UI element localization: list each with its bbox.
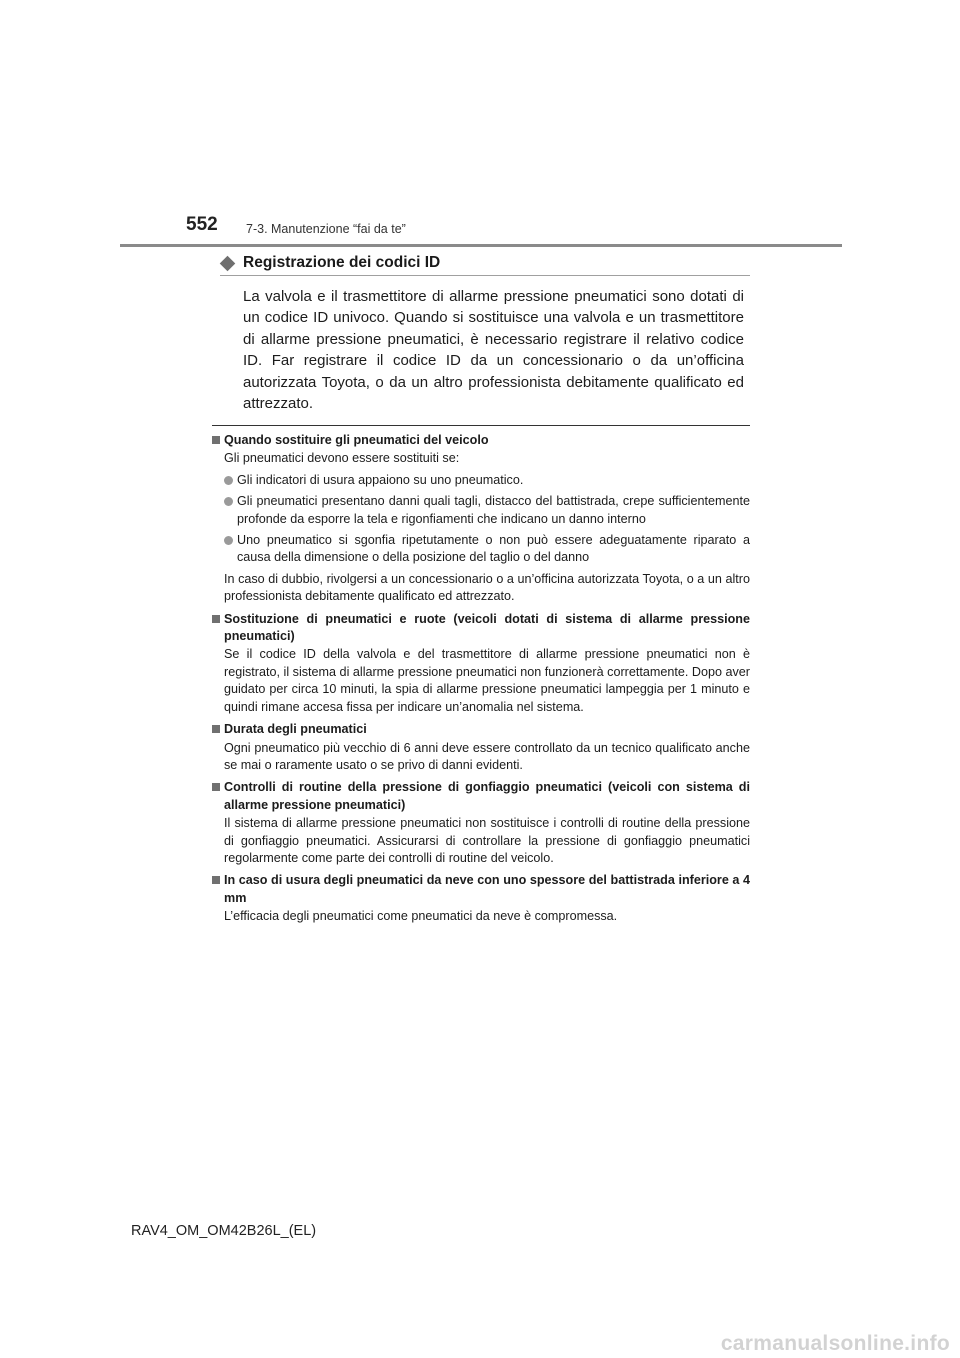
note-title: Durata degli pneumatici bbox=[224, 722, 367, 737]
note-tire-replacement bbox=[212, 432, 750, 606]
note-paragraph: In caso di dubbio, rivolgersi a un concessionario o a un’officina autorizzata Toyota, o a un altro professionista debitamente qualificato ed attrezzato. bbox=[224, 571, 750, 604]
list-item-text: Uno pneumatico si sgonfia ripetutamente o non può essere adeguatamente riparato a causa della dimensione o della posizione del taglio o del danno bbox=[237, 533, 750, 565]
circle-bullet-icon bbox=[224, 476, 233, 485]
square-bullet-icon bbox=[212, 725, 220, 733]
square-bullet-icon bbox=[212, 436, 220, 444]
watermark: carmanualsonline.info bbox=[720, 1332, 950, 1355]
subsection-body: La valvola e il trasmettitore di allarme pressione pneumatici sono dotati di un codice ID univoco. Quando si sostituisce una valvola e un trasmettitore di allarme pressione pneumatici, è necessario registrare il relativo codice ID. Far registrare il codice ID da un concessionario o da un’officina autorizzata Toyota, o da un altro professionista debitamente qualificato ed attrezzato. bbox=[243, 288, 744, 413]
notes-rule bbox=[212, 425, 750, 426]
note-paragraph: Gli pneumatici devono essere sostituiti se: bbox=[224, 451, 460, 466]
subsection-heading bbox=[220, 254, 750, 272]
note-routine-pressure-checks bbox=[212, 779, 750, 867]
note-paragraph: L’efficacia degli pneumatici come pneumatici da neve è compromessa. bbox=[224, 909, 618, 924]
note-title: Sostituzione di pneumatici e ruote (veicoli dotati di sistema di allarme pressione pneumatici) bbox=[224, 611, 750, 644]
note-title: Controlli di routine della pressione di gonfiaggio pneumatici (veicoli con sistema di allarme pressione pneumatici) bbox=[224, 780, 750, 812]
list-item bbox=[224, 493, 750, 528]
circle-bullet-icon bbox=[224, 536, 233, 545]
note-title: Quando sostituire gli pneumatici del veicolo bbox=[224, 433, 489, 447]
diamond-icon bbox=[220, 255, 236, 271]
note-paragraph: Ogni pneumatico più vecchio di 6 anni deve essere controllato da un tecnico qualificato anche se mai o raramente usato o se privo di danni evidenti. bbox=[224, 740, 750, 772]
note-tire-life bbox=[212, 721, 750, 774]
circle-bullet-icon bbox=[224, 497, 233, 506]
subsection-title: Registrazione dei codici ID bbox=[243, 254, 441, 271]
square-bullet-icon bbox=[212, 876, 220, 884]
section-header: 7-3. Manutenzione “fai da te” bbox=[246, 222, 406, 236]
square-bullet-icon bbox=[212, 783, 220, 791]
notes-section bbox=[212, 432, 750, 931]
note-snow-tire-wear bbox=[212, 872, 750, 925]
header-rule bbox=[120, 244, 842, 247]
footer-code: RAV4_OM_OM42B26L_(EL) bbox=[131, 1223, 317, 1239]
note-paragraph: Se il codice ID della valvola e del trasmettitore di allarme pressione pneumatici non è registrato, il sistema di allarme pressione pneumatici non funzionerà correttamente. Dopo aver guidato per circa 10 minuti, la spia di allarme pressione pneumatici lampeggia per 1 minuto e quindi rimane accesa fissa per indicare un’anomalia nel sistema. bbox=[224, 647, 750, 714]
note-paragraph: Il sistema di allarme pressione pneumatici non sostituisce i controlli di routine della pressione di gonfiaggio pneumatici. Assicurarsi di controllare la pressione di gonfiaggio pneumatici regolarmente come parte dei controlli di routine del veicolo. bbox=[224, 816, 750, 865]
note-tire-wheel-replacement bbox=[212, 611, 750, 716]
list-item-text: Gli indicatori di usura appaiono su uno pneumatico. bbox=[237, 472, 524, 487]
list-item bbox=[224, 532, 750, 567]
page-number: 552 bbox=[186, 214, 218, 235]
square-bullet-icon bbox=[212, 615, 220, 623]
list-item bbox=[224, 472, 750, 489]
note-title: In caso di usura degli pneumatici da neve con uno spessore del battistrada inferiore a 4 mm bbox=[224, 873, 750, 905]
subsection-rule bbox=[220, 275, 750, 276]
list-item-text: Gli pneumatici presentano danni quali tagli, distacco del battistrada, crepe sufficientemente profonde da esporre la tela e rigonfiamenti che indicano un danno interno bbox=[237, 494, 750, 526]
